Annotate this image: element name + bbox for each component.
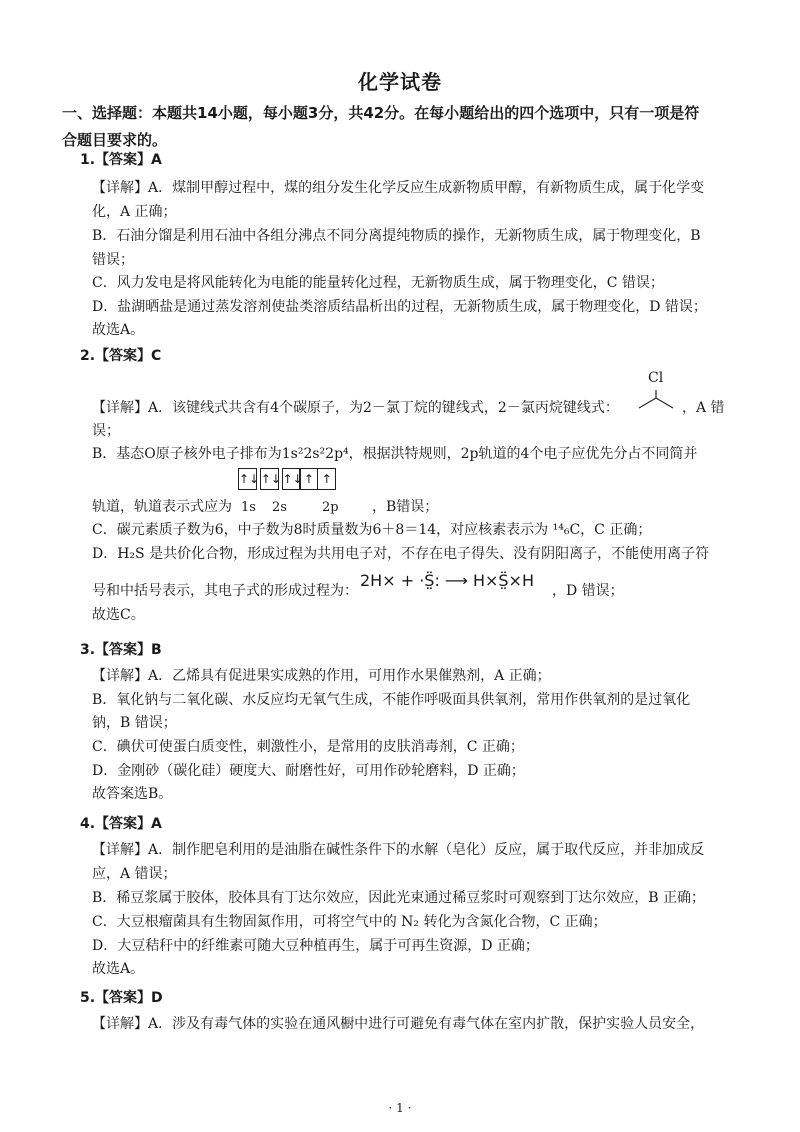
q2-line: 【详解】A．该键线式共含有4个碳原子，为2－氯丁烷的键线式，2－氯丙烷键线式： xyxy=(92,400,619,416)
orbital-box: ↑ xyxy=(317,468,336,490)
orbital-label-2s: 2s xyxy=(272,500,287,515)
orbital-box: ↑↓ xyxy=(238,468,257,490)
page-number: · 1 · xyxy=(388,1101,412,1115)
q1-line: B．石油分馏是利用石油中各组分沸点不同分离提纯物质的操作，无新物质生成，属于物理变化，B xyxy=(92,228,701,244)
q3-answer: 3.【答案】B xyxy=(80,642,162,658)
q2-line: ，B错误； xyxy=(372,499,439,515)
q4-line: D．大豆秸秆中的纤维素可随大豆种植再生，属于可再生资源，D 正确； xyxy=(92,938,539,954)
q3-line: D．金刚砂（碳化硅）硬度大、耐磨性好，可用作砂轮磨料，D 正确； xyxy=(92,763,525,779)
q3-line: C．碘伏可使蛋白质变性，刺激性小，是常用的皮肤消毒剂，C 正确； xyxy=(92,739,524,755)
q4-line: C．大豆根瘤菌具有生物固氮作用，可将空气中的 N₂ 转化为含氮化合物，C 正确； xyxy=(92,914,607,930)
q2-line: 误； xyxy=(92,423,120,439)
q1-line: C．风力发电是将风能转化为电能的能量转化过程，无新物质生成，属于物理变化，C 错误； xyxy=(92,275,664,291)
q1-line: 故选A。 xyxy=(92,322,145,338)
q2-answer: 2.【答案】C xyxy=(80,348,162,364)
cl-label: Cl xyxy=(648,370,664,386)
q4-line: 故选A。 xyxy=(92,961,145,977)
q1-line: 错误； xyxy=(92,252,134,268)
exam-title: 化学试卷 xyxy=(358,70,442,94)
orbital-box: ↑ xyxy=(299,468,318,490)
q3-line: B．氧化钠与二氧化碳、水反应均无氧气生成，不能作呼吸面具供氧剂，常用作供氧剂的是过氧化 xyxy=(92,692,691,708)
q4-line: 【详解】A．制作肥皂利用的是油脂在碱性条件下的水解（皂化）反应，属于取代反应，并非加成反 xyxy=(92,842,705,858)
electron-formation-formula: 2H× + ·S̤̈: ⟶ H×S̤̈×H xyxy=(360,571,534,590)
orbital-1s xyxy=(238,468,260,490)
chloropropane-skeletal-structure xyxy=(636,372,686,412)
q2-line: ，A 错 xyxy=(682,400,725,416)
q4-line: B．稀豆浆属于胶体，胶体具有丁达尔效应，因此光束通过稀豆浆时可观察到丁达尔效应，B 正确； xyxy=(92,890,706,906)
orbital-2s xyxy=(260,468,281,490)
q1-line: 化，A 正确； xyxy=(92,204,177,220)
q2-line: ，D 错误； xyxy=(552,583,624,599)
orbital-diagram xyxy=(238,468,335,490)
orbital-label-2p: 2p xyxy=(322,500,339,515)
section-heading xyxy=(62,100,752,154)
q3-line: 钠，B 错误； xyxy=(92,715,177,731)
q2-line: 号和中括号表示，其电子式的形成过程为： xyxy=(92,583,358,599)
q1-line: 【详解】A．煤制甲醇过程中，煤的组分发生化学反应生成新物质甲醇，有新物质生成，属于化学变 xyxy=(92,180,705,196)
section-heading-line-2: 合题目要求的。 xyxy=(62,131,168,149)
q5-line: 【详解】A．涉及有毒气体的实验在通风橱中进行可避免有毒气体在室内扩散，保护实验人员安全， xyxy=(92,1016,705,1032)
bond-lines xyxy=(636,372,686,412)
q3-line: 故答案选B。 xyxy=(92,786,173,802)
q2-line: B．基态O原子核外电子排布为1s²2s²2p⁴，根据洪特规则，2p轨道的4个电子应优先分占不同简并 xyxy=(92,446,698,462)
q3-line: 【详解】A．乙烯具有促进果实成熟的作用，可用作水果催熟剂，A 正确； xyxy=(92,668,551,684)
orbital-box: ↑↓ xyxy=(282,468,301,490)
q5-answer: 5.【答案】D xyxy=(80,990,163,1006)
orbital-2p xyxy=(282,468,335,490)
section-heading-line-1: 一、选择题：本题共14小题，每小题3分，共42分。在每小题给出的四个选项中，只有一项是符 xyxy=(62,104,700,122)
q1-answer: 1.【答案】A xyxy=(80,152,162,168)
orbital-label-1s: 1s xyxy=(241,500,256,515)
orbital-box: ↑↓ xyxy=(260,468,279,490)
q2-line: C．碳元素质子数为6，中子数为8时质量数为6＋8＝14，对应核素表示为 ¹⁴₆C，C 正确； xyxy=(92,522,652,538)
q4-answer: 4.【答案】A xyxy=(80,816,162,832)
q2-line: D．H₂S 是共价化合物，形成过程为共用电子对，不存在电子得失、没有阴阳离子，不能使用离子符 xyxy=(92,546,710,562)
q4-line: 应，A 错误； xyxy=(92,866,177,882)
q1-line: D．盐湖晒盐是通过蒸发溶剂使盐类溶质结晶析出的过程，无新物质生成，属于物理变化，D 错误； xyxy=(92,299,707,315)
q2-line: 故选C。 xyxy=(92,607,145,623)
q2-line: 轨道，轨道表示式应为 xyxy=(92,499,232,515)
